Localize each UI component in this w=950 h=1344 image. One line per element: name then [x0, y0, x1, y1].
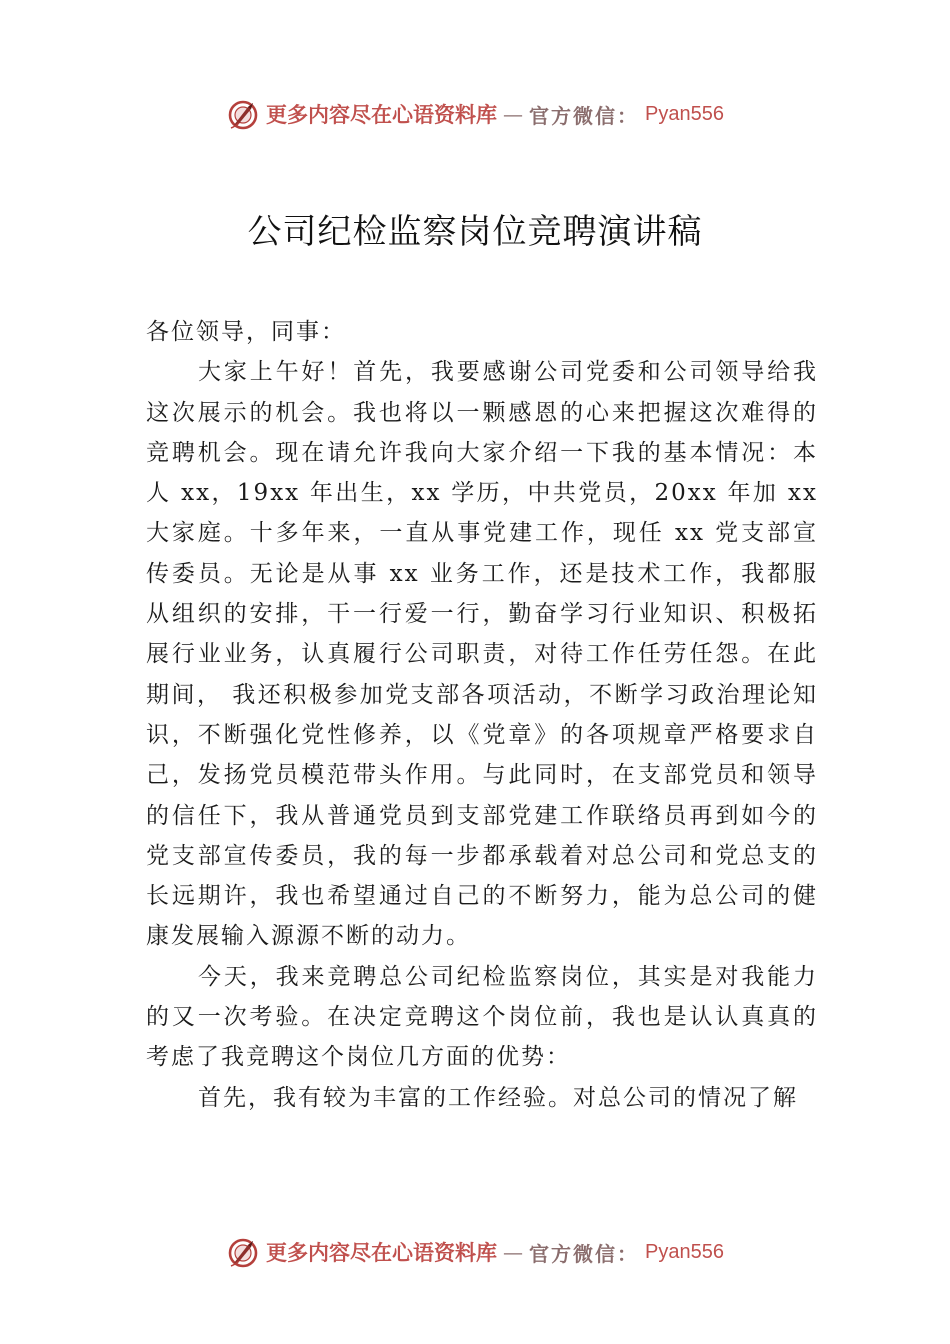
watermark-id: Pyan556 — [645, 102, 724, 125]
pen-nib-circle-icon — [226, 1235, 260, 1269]
watermark-id: Pyan556 — [645, 1240, 724, 1263]
paragraph: 今天，我来竞聘总公司纪检监察岗位，其实是对我能力的又一次考验。在决定竞聘这个岗位前，我也是认认真真的考虑了我竞聘这个岗位几方面的优势： — [146, 963, 818, 1071]
watermark-dash: — — [503, 1240, 524, 1264]
salutation: 各位领导，同事： — [146, 319, 346, 345]
footer-watermark — [0, 1232, 950, 1272]
paragraph: 大家上午好！首先，我要感谢公司党委和公司领导给我这次展示的机会。我也将以一颗感恩的心来把握这次难得的竞聘机会。现在请允许我向大家介绍一下我的基本情况：本人 xx，19xx 年出生，xx 学历，中共党员，20xx 年加 xx 大家庭。十多年来，一直从事党建工作，现任 xx 党支部宣传委员。无论是从事 xx 业务工作，还是技术工作，我都服从组织的安排，干一行爱一行，勤奋学习行业知识、积极拓展行业业务，认真履行公司职责，对待工作任劳任怨。在此期间， 我还积极参加党支部各项活动，不断学习政治理论知识，不断强化党性修养，以《党章》的各项规章严格要求自己，发扬党员模范带头作用。与此同时，在支部党员和领导的信任下，我从普通党员到支部党建工作联络员再到如今的党支部宣传委员，我的每一步都承载着对总公司和党总支的长远期许，我也希望通过自己的不断努力，能为总公司的健康发展输入源源不断的动力。 — [146, 359, 818, 950]
watermark-dash: — — [503, 102, 524, 126]
header-watermark — [0, 94, 950, 134]
watermark-text: 更多内容尽在心语资料库 — [266, 102, 498, 127]
document-title: 公司纪检监察岗位竞聘演讲稿 — [247, 212, 703, 252]
document-body — [146, 312, 818, 1118]
watermark-label: 官方微信： — [529, 1241, 640, 1266]
watermark-text: 更多内容尽在心语资料库 — [266, 1240, 498, 1265]
paragraph: 首先，我有较为丰富的工作经验。对总公司的情况了解 — [198, 1084, 798, 1111]
watermark-label: 官方微信： — [529, 103, 640, 128]
pen-nib-circle-icon — [226, 97, 260, 131]
